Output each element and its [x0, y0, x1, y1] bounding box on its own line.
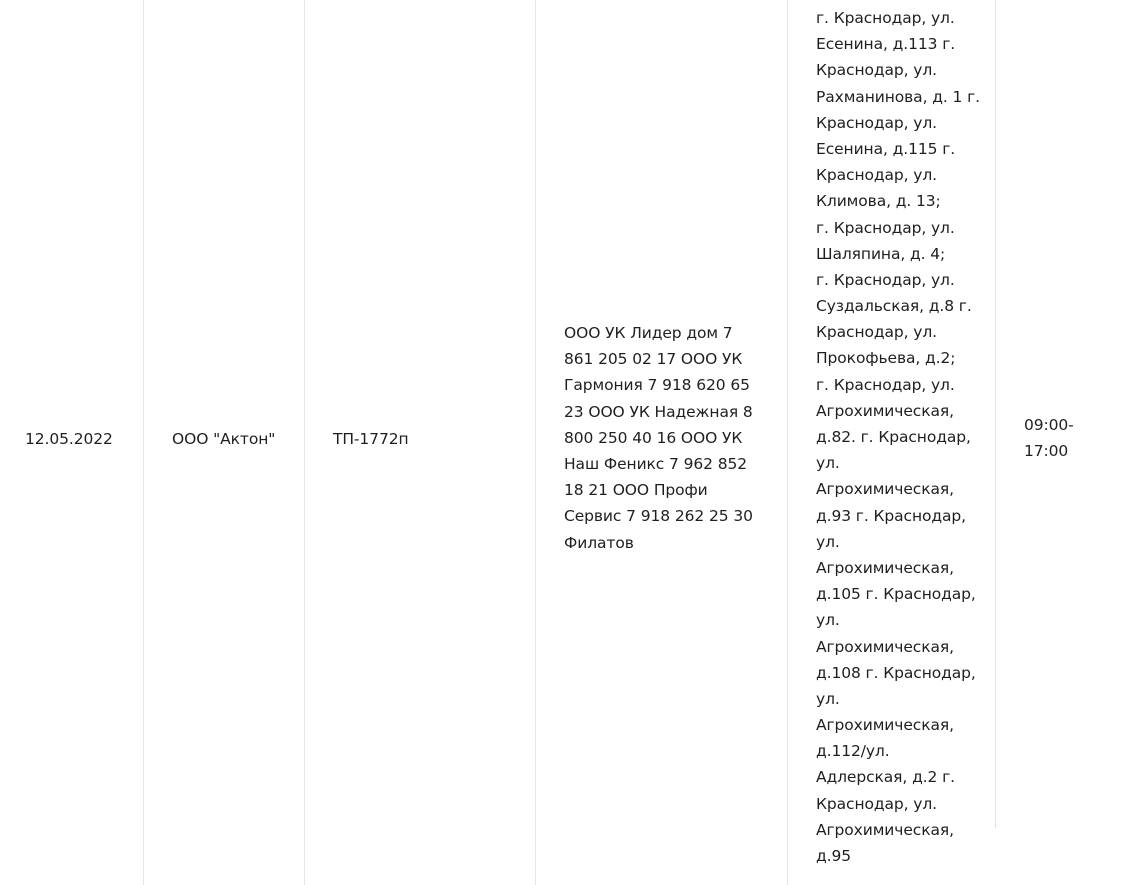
- column-divider: [143, 0, 144, 885]
- address-line: Есенина, д.115 г.: [816, 139, 956, 158]
- address-line: г. Краснодар, ул.: [816, 218, 955, 237]
- address-line: д.105 г. Краснодар,: [816, 585, 976, 604]
- address-line: Адлерская, д.2 г.: [816, 768, 955, 787]
- address-line: Прокофьева, д.2;: [816, 349, 956, 368]
- time-start: 09:00-: [1024, 416, 1074, 434]
- address-line: д.82. г. Краснодар,: [816, 428, 971, 446]
- date-cell: 12.05.2022: [25, 430, 113, 448]
- address-line: ул.: [816, 689, 840, 708]
- column-divider: [304, 0, 305, 885]
- contacts-line: 23 ООО УК Надежная 8: [564, 402, 753, 421]
- time-cell: [1024, 412, 1074, 464]
- column-divider: [787, 0, 788, 885]
- address-line: Краснодар, ул.: [816, 166, 937, 185]
- contacts-line: Филатов: [564, 533, 634, 552]
- time-end: 17:00: [1024, 442, 1069, 461]
- address-line: Шаляпина, д. 4;: [816, 244, 946, 263]
- contacts-line: 800 250 40 16 ООО УК: [564, 428, 743, 447]
- contacts-line: Наш Феникс 7 962 852: [564, 454, 748, 473]
- address-line: д.93 г. Краснодар,: [816, 506, 966, 525]
- address-line: Агрохимическая,: [816, 401, 954, 420]
- address-line: Агрохимическая,: [816, 637, 954, 656]
- address-line: Есенина, д.113 г.: [816, 35, 956, 54]
- address-line: Агрохимическая,: [816, 558, 954, 577]
- column-divider: [535, 0, 536, 885]
- address-line: г. Краснодар, ул.: [816, 9, 955, 27]
- address-line: д.108 г. Краснодар,: [816, 663, 976, 682]
- address-line: д.95: [816, 847, 851, 865]
- contacts-line: 861 205 02 17 ООО УК: [564, 350, 743, 369]
- address-line: Агрохимическая,: [816, 820, 954, 839]
- address-line: Краснодар, ул.: [816, 794, 937, 813]
- contacts-cell: [564, 320, 753, 556]
- contacts-line: Сервис 7 918 262 25 30: [564, 507, 753, 526]
- address-line: Агрохимическая,: [816, 716, 954, 735]
- contacts-line: ООО УК Лидер дом 7: [564, 324, 733, 342]
- address-line: Рахманинова, д. 1 г.: [816, 87, 980, 106]
- contacts-line: 18 21 ООО Профи: [564, 481, 708, 500]
- contacts-line: Гармония 7 918 620 65: [564, 376, 750, 395]
- substation-cell: ТП-1772п: [333, 430, 409, 448]
- address-line: ул.: [816, 611, 840, 630]
- address-line: г. Краснодар, ул.: [816, 375, 955, 394]
- address-line: Агрохимическая,: [816, 480, 954, 499]
- address-line: Климова, д. 13;: [816, 192, 941, 211]
- address-line: Краснодар, ул.: [816, 113, 937, 132]
- address-line: д.112/ул.: [816, 742, 890, 761]
- address-line: г. Краснодар, ул.: [816, 270, 955, 289]
- address-line: Краснодар, ул.: [816, 323, 937, 342]
- addresses-cell: [816, 5, 980, 869]
- address-line: Суздальская, д.8 г.: [816, 297, 972, 316]
- address-line: ул.: [816, 532, 840, 551]
- organization-cell: ООО "Актон": [172, 430, 276, 448]
- column-divider: [995, 0, 996, 828]
- address-line: Краснодар, ул.: [816, 61, 937, 80]
- address-line: ул.: [816, 454, 840, 473]
